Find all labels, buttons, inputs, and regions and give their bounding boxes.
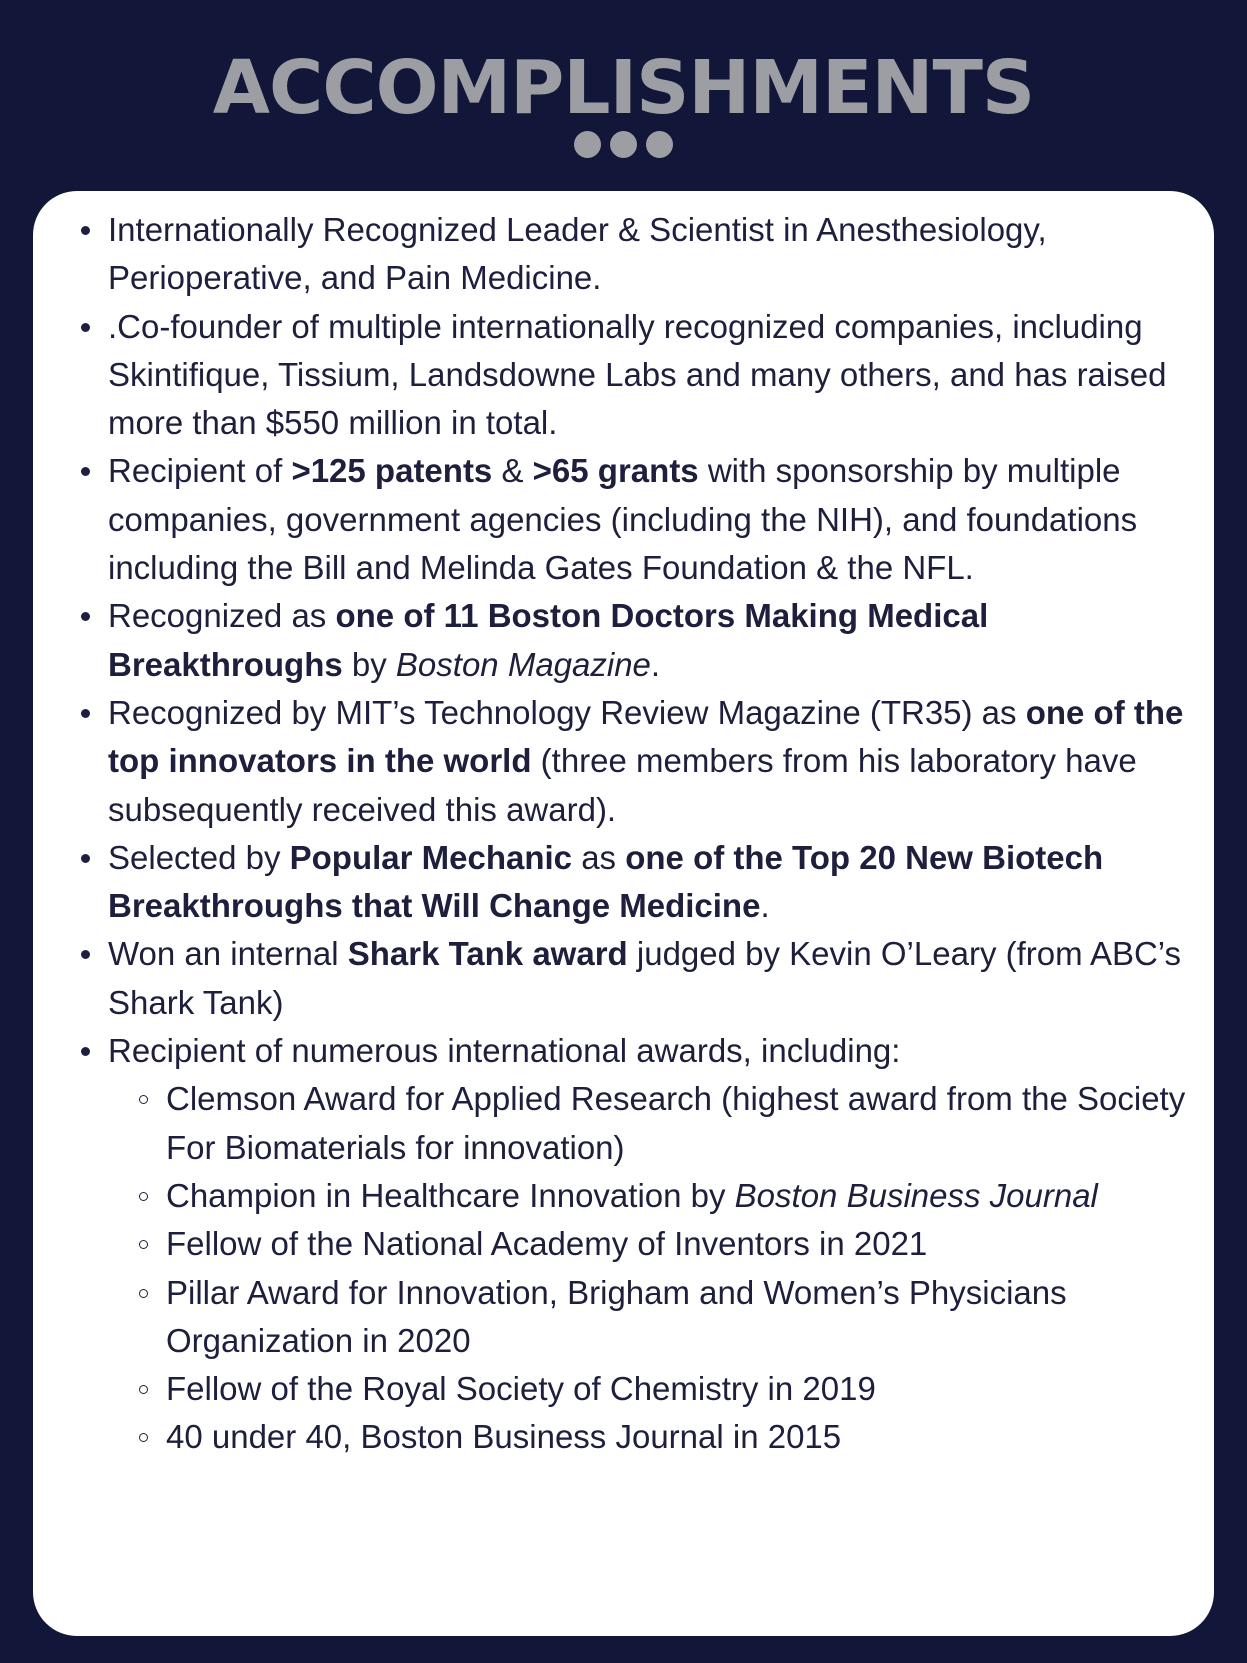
list-item: Selected by Popular Mechanic as one of the Top 20 New Biotech Breakthroughs that Will Change Medicine. xyxy=(33,834,1214,931)
list-item: Recipient of >125 patents & >65 grants with sponsorship by multiple companies, government agencies (including the NIH), and foundations including the Bill and Melinda Gates Foundation & the NFL. xyxy=(33,447,1214,592)
list-item: Won an internal Shark Tank award judged by Kevin O’Leary (from ABC’s Shark Tank) xyxy=(33,930,1214,1027)
award-item: 40 under 40, Boston Business Journal in 2015 xyxy=(108,1413,1204,1461)
award-item: Fellow of the Royal Society of Chemistry in 2019 xyxy=(108,1365,1204,1413)
award-item: Clemson Award for Applied Research (highest award from the Society For Biomaterials for innovation) xyxy=(108,1075,1204,1172)
dot-icon xyxy=(610,131,637,158)
list-item: Recognized as one of 11 Boston Doctors Making Medical Breakthroughs by Boston Magazine. xyxy=(33,592,1214,689)
decorative-dots xyxy=(0,131,1247,158)
emphasis-text: >65 grants xyxy=(532,452,699,490)
accomplishments-card xyxy=(33,191,1214,1636)
accomplishments-list xyxy=(33,206,1214,1462)
list-item: Recognized by MIT’s Technology Review Magazine (TR35) as one of the top innovators in the world (three members from his laboratory have subsequently received this award). xyxy=(33,689,1214,834)
emphasis-text: one of the Top 20 New Biotech Breakthroughs that Will Change Medicine xyxy=(108,838,1104,925)
emphasis-text: Popular Mechanic xyxy=(289,838,573,876)
dot-icon xyxy=(646,131,673,158)
emphasis-text: Shark Tank award xyxy=(347,935,628,973)
list-item: Recipient of numerous international awards, including: Clemson Award for Applied Research (highest award from the Society For Biomaterials for innovation) Champion in Healthcare Innovation by Boston Business Journal Fellow of the National Academy of Inventors in 2021 Pillar Award for Innovation, Brigham and Women’s Physicians Organization in 2020 Fellow of the Royal Society of Chemistry in 2019 40 under 40, Boston Business Journal in 2015 xyxy=(33,1027,1214,1462)
list-item: .Co-founder of multiple internationally recognized companies, including Skintifique, Tissium, Landsdowne Labs and many others, and has raised more than $550 million in total. xyxy=(33,303,1214,448)
dot-icon xyxy=(574,131,601,158)
award-item: Champion in Healthcare Innovation by Boston Business Journal xyxy=(108,1172,1204,1220)
award-item: Fellow of the National Academy of Inventors in 2021 xyxy=(108,1220,1204,1268)
page-title: ACCOMPLISHMENTS xyxy=(212,45,1035,131)
publication-title: Boston Business Journal xyxy=(734,1176,1098,1214)
header xyxy=(0,0,1247,190)
emphasis-text: >125 patents xyxy=(291,452,493,490)
awards-list xyxy=(108,1075,1204,1461)
publication-title: Boston Magazine xyxy=(395,645,651,683)
emphasis-text: one of the top innovators in the world xyxy=(108,693,1184,780)
emphasis-text: one of 11 Boston Doctors Making Medical Breakthroughs xyxy=(108,597,989,683)
award-item: Pillar Award for Innovation, Brigham and Women’s Physicians Organization in 2020 xyxy=(108,1269,1204,1366)
list-item: Internationally Recognized Leader & Scientist in Anesthesiology, Perioperative, and Pain Medicine. xyxy=(33,206,1214,303)
